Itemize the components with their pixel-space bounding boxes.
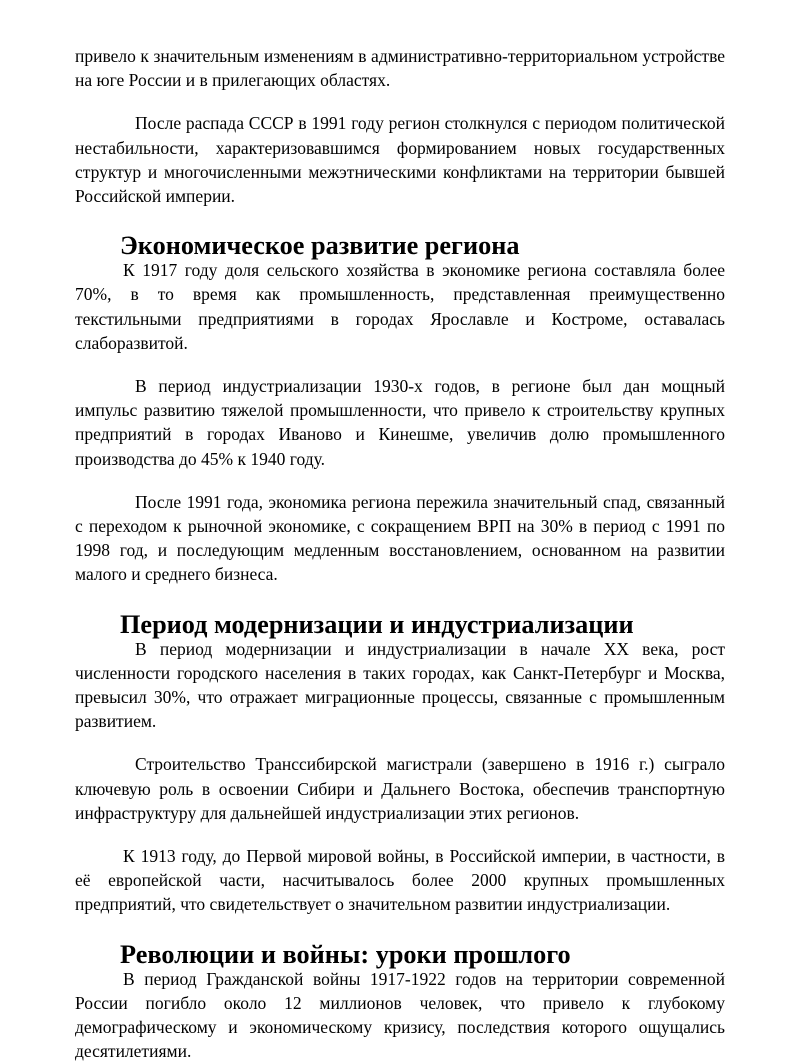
paragraph-1913-industry: К 1913 году, до Первой мировой войны, в Российской империи, в частности, в её европейской части, насчитывалось более 2000 крупных промышленных предприятий, что свидетельствует о значительном развитии индустриализации.: [75, 846, 725, 915]
section-heading-modernization: Период модернизации и индустриализации: [120, 609, 634, 639]
paragraph-urban-growth: В период модернизации и индустриализации в начале XX века, рост численности городского населения в таких городах, как Санкт-Петербург и Москва, превысил 30%, что отражает миграционные процессы, связанные с промышленным развитием.: [75, 638, 725, 732]
paragraph-industrialization-1930s: В период индустриализации 1930-х годов, в регионе был дан мощный импульс развитию тяжелой промышленности, что привело к строительству крупных предприятий в городах Иваново и Кинешме, увеличив долю промышленного производства до 45% к 1940 году.: [75, 376, 725, 469]
section-heading-economy: Экономическое развитие региона: [120, 231, 520, 261]
paragraph-civil-war: В период Гражданской войны 1917-1922 годов на территории современной России погибло около 12 миллионов человек, что привело к глубокому демографическому и экономическому кризису, последствия которого ощущались десятилетиями.: [75, 968, 725, 1062]
paragraph-continuation: привело к значительным изменениям в административно-территориальном устройстве на юге России и в прилегающих областях.: [75, 46, 725, 91]
section-heading-revolutions: Революции и войны: уроки прошлого: [120, 939, 571, 969]
paragraph-economy-1917: К 1917 году доля сельского хозяйства в экономике региона составляла более 70%, в то время как промышленность, представленная преимущественно текстильными предприятиями в городах Ярославле и Костроме, оставалась слаборазвитой.: [75, 260, 725, 353]
paragraph-economy-after-1991: После 1991 года, экономика региона пережила значительный спад, связанный с переходом к рыночной экономике, с сокращением ВРП на 30% в период с 1991 по 1998 год, и последующим медленным восстановлением, основанном на развитии малого и среднего бизнеса.: [75, 491, 725, 585]
paragraph-ussr-collapse: После распада СССР в 1991 году регион столкнулся с периодом политической нестабильности, характеризовавшимся формированием новых государственных структур и многочисленными межэтническими конфликтами на территории бывшей Российской империи.: [75, 113, 725, 207]
paragraph-trans-siberian: Строительство Транссибирской магистрали (завершено в 1916 г.) сыграло ключевую роль в освоении Сибири и Дальнего Востока, обеспечив транспортную инфраструктуру для дальнейшей индустриализации этих регионов.: [75, 754, 725, 823]
